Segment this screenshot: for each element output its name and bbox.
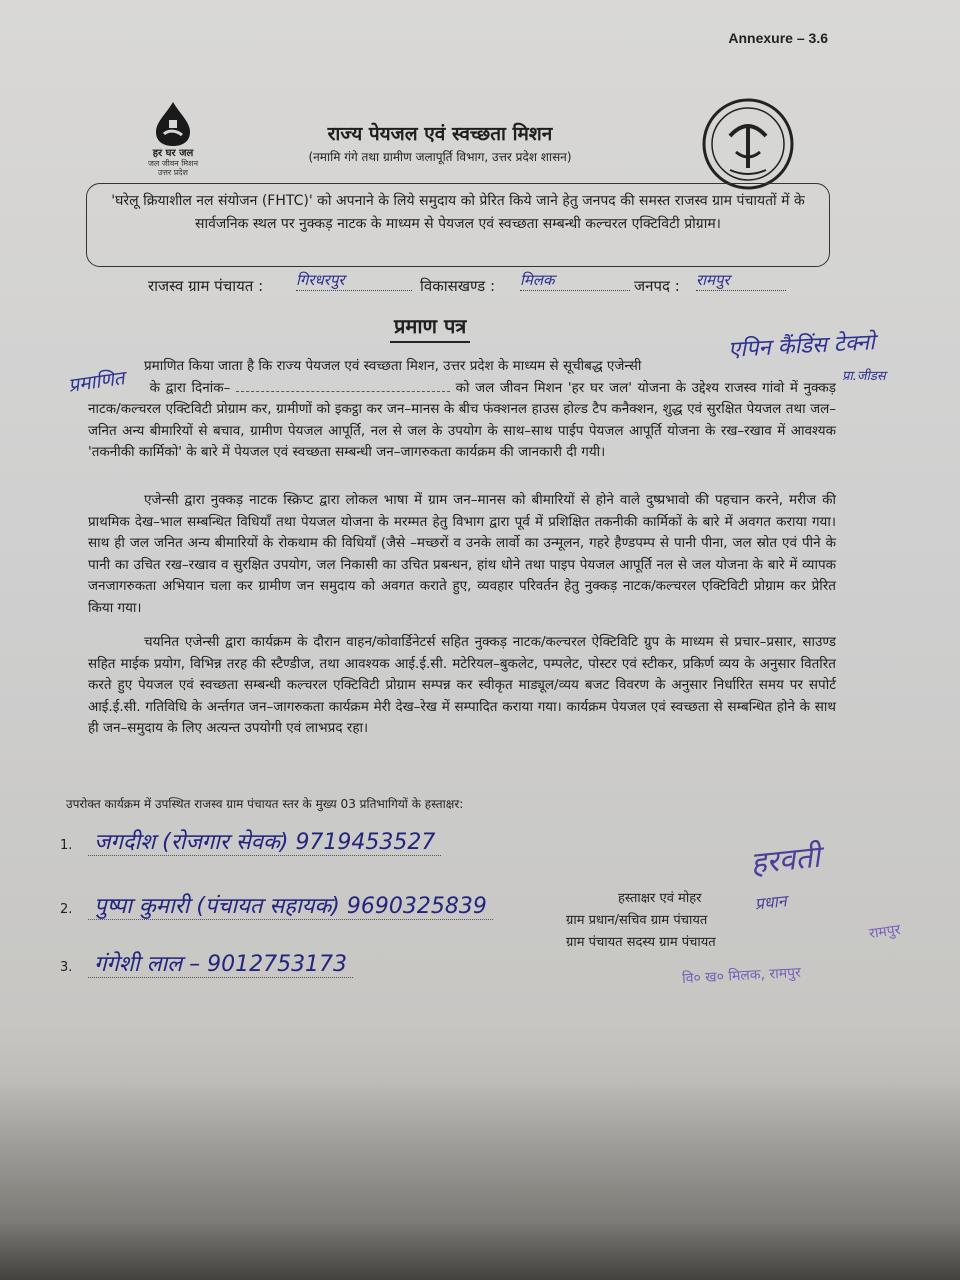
vikaskhand-label: विकासखण्ड : (420, 277, 496, 295)
logo-line-3: उत्तर प्रदेश (158, 168, 188, 177)
water-drop-icon (150, 100, 196, 148)
participant-row (60, 948, 353, 978)
page-shadow (0, 1080, 960, 1280)
paragraph-2: एजेन्सी द्वारा नुक्कड़ नाटक स्क्रिप्ट द्वारा लोकल भाषा में ग्राम जन–मानस को बीमारियों से होने वाले दुष्प्रभावो की पहचान करने, मरीज की प्राथमिक देख–भाल सम्बन्धित विधियाँ तथा पेयजल योजना के मरम्मत हेतु विभाग द्वारा पूर्व में प्रशिक्षित तकनीकी कार्मिकों के बारे में अवगत कराया गया। साथ ही जल जनित अन्य बीमारियों के रोकथाम की विधियाँ (जैसे –मच्छरों व उनके लार्वो का उन्मूलन, गहरे हैण्डपम्प से पानी पीना, जल स्रोत एवं पीने के पानी का उचित रख–रखाव व सुरक्षित उपयोग, जल निकासी का उचित प्रबन्धन, हांथ धोने तथा पाइप पेयजल आपूर्ति नल से जल योजना के बारे में व्यापक जनजागरुकता अभियान चला कर ग्रामीण जन समुदाय को अवगत कराते हुए, व्यवहार परिवर्तन हेतु नुक्कड़ नाटक/कल्चरल एक्टिविटी प्रोग्राम कर प्रेरित किया गया। (88, 492, 836, 616)
org-title: राज्य पेयजल एवं स्वच्छता मिशन (327, 123, 553, 145)
certificate-title: प्रमाण पत्र (390, 312, 470, 343)
agency-name-handwritten: एपिन कैंडिंस टेक्नो (727, 330, 876, 363)
jal-jeevan-mission-logo (128, 100, 218, 180)
participant-row (60, 826, 441, 856)
up-govt-emblem-icon (700, 96, 796, 192)
up-govt-emblem (700, 96, 796, 192)
participant-number: 3. (60, 960, 73, 975)
participant-number: 2. (60, 902, 73, 917)
left-margin-handwritten: प्रमाणित (66, 367, 126, 397)
agency-suffix-handwritten: प्रा.जीडस (842, 369, 886, 384)
sign-line-3: ग्राम पंचायत सदस्य ग्राम पंचायत (566, 935, 716, 950)
sign-line-1: हस्ताक्षर एवं मोहर (618, 891, 702, 906)
paragraph-1-part-a: प्रमाणित किया जाता है कि राज्य पेयजल एवं स्वच्छता मिशन, उत्तर प्रदेश के माध्यम से सूचीबद्ध एजेन्सी (144, 358, 642, 374)
logo-line-2: जल जीवन मिशन (147, 159, 199, 168)
org-subtitle: (नमामि गंगे तथा ग्रामीण जलापूर्ति विभाग, उत्तर प्रदेश शासन) (308, 150, 572, 164)
signature-name: हरवती (748, 839, 822, 882)
participant-signature: गंगेशी लाल – 9012753173 (88, 952, 353, 978)
logo-line-1: हर घर जल (152, 148, 194, 159)
stamp-text-1: रामपुर (867, 921, 902, 943)
program-description-box: 'घरेलू क्रियाशील नल संयोजन (FHTC)' को अपनाने के लिये समुदाय को प्रेरित किये जाने हेतु जनपद की समस्त राजस्व ग्राम पंचायतों में के सार्वजनिक स्थल पर नुक्कड़ नाटक के माध्यम से पेयजल एवं स्वच्छता सम्बन्धी कल्चरल एक्टिविटी प्रोग्राम। (86, 183, 830, 267)
participant-number: 1. (60, 838, 73, 853)
annexure-label: Annexure – 3.6 (728, 30, 828, 46)
paragraph-1-part-b: के द्वारा दिनांक– (149, 379, 231, 396)
stamp-text-2: वि० ख० मिलक, रामपुर (681, 964, 802, 988)
participant-signature: जगदीश (रोजगार सेवक) 9719453527 (88, 830, 441, 856)
paragraph-1 (88, 356, 836, 464)
official-stamp (676, 900, 906, 996)
paragraph-1-part-c: को जल जीवन मिशन 'हर घर जल' योजना के उद्देश्य राजस्व गांवो में नुक्कड़ नाटक/कल्चरल एक्टिविटी प्रोग्राम कर, ग्रामीणों को इकट्ठा कर जन–मानस के बीच फंक्शनल हाउस होल्ड टैप कनैक्शन, शुद्ध एवं सुरक्षित पेयजल तथा जल–जनित अन्य बीमारियों से बचाव, ग्रामीण पेयजल आपूर्ति, नल से जल के उपयोग के साथ–साथ पाईप पेयजल आपूर्ति योजना के रख–रखाव में आवश्यक 'तकनीकी कार्मिको' के बारे में पेयजल एवं स्वच्छता सम्बन्धी जन–जागरुकता कार्यक्रम की जानकारी दी गयी। (88, 379, 837, 460)
janpad-value: रामपुर (696, 270, 786, 291)
signature-title: प्रधान (753, 891, 788, 914)
sign-line-2: ग्राम प्रधान/सचिव ग्राम पंचायत (566, 913, 708, 928)
participant-row (60, 890, 493, 920)
participant-signature: पुष्पा कुमारी (पंचायत सहायक) 9690325839 (88, 894, 493, 920)
date-blank (236, 379, 450, 392)
participants-intro: उपरोक्त कार्यक्रम में उपस्थित राजस्व ग्राम पंचायत स्तर के मुख्य 03 प्रतिभागियों के हस्ताक्षर: (66, 797, 464, 811)
paragraph-3: चयनित एजेन्सी द्वारा कार्यक्रम के दौरान वाहन/कोवार्डिनेटर्स सहित नुक्कड़ नाटक/कल्चरल ऐक्टिविटि ग्रुप के माध्यम से प्रचार–प्रसार, साउण्ड सहित माईक प्रयोग, विभिन्न तरह की स्टैण्डीज, तथा आवश्यक आई.ई.सी. मटेरियल–बुकलेट, पम्पलेट, पोस्टर एवं स्टीकर, प्रकिर्ण व्यय के अनुसार वितरित करते हुए पेयजल एवं स्वच्छता सम्बन्धी कल्चरल एक्टिविटी प्रोग्राम सम्पन्न कर स्वीकृत माड्यूल/व्यय बजट विवरण के अनुसार निर्धारित समय पर सपोर्ट आई.ई.सी. गतिविधि के अर्न्तगत जन–जागरुकता कार्यक्रम मेरी देख–रेख में सम्पादित कराया गया। कार्यक्रम पेयजल एवं स्वच्छता से सम्बन्धित होने के साथ ही जन–समुदाय के लिए अत्यन्त उपयोगी एवं लाभप्रद रहा। (88, 634, 836, 736)
gram-panchayat-value: गिरधरपुर (296, 270, 412, 291)
vikaskhand-value: मिलक (520, 270, 630, 291)
janpad-label: जनपद : (634, 277, 680, 295)
gram-panchayat-label: राजस्व ग्राम पंचायत : (148, 277, 264, 295)
